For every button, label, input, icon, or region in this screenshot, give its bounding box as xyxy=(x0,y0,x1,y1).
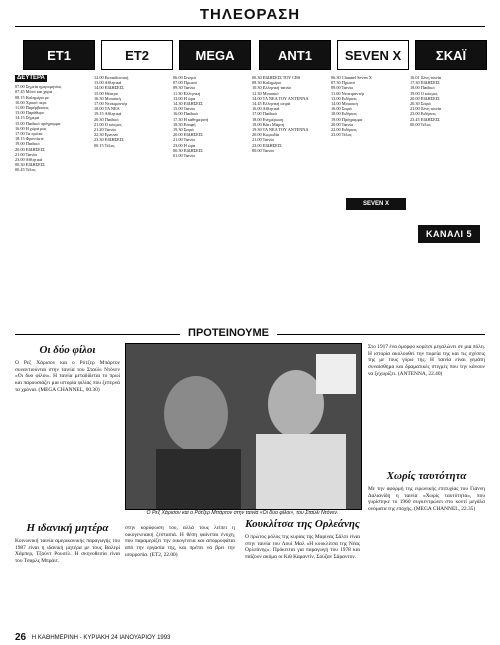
listing-line: 19.30 ΤΑ ΝΕΑ ΤΟΥ ΑΝΤΕΝΝΑ xyxy=(252,127,309,133)
listing-line: 16.00 Σειρά xyxy=(331,106,352,112)
listing-line: 07.30 Πρωινό xyxy=(331,80,356,86)
listing-line: 00.00 Ταινία xyxy=(252,147,274,153)
listing-line: 13.00 Παράθυρο xyxy=(15,110,44,116)
listing-line: 18.00 Ειδήσεις xyxy=(331,111,357,117)
article-body: Ο Ρεζ Χάρισον και ο Ρότζερ Μπάρτον συναντιούνται στην ταινία του Σταύλι Ντόνεν «Οι δυο φίλοι». Η ταινία μεταδίδεται το πρωί και παρουσιάζει μια ιστορία φιλίας που ξεπερνά τα χρόνια. (MEGA CHANNEL, 00.30) xyxy=(15,360,120,393)
listing-line: 13.00 Ειδήσεις xyxy=(331,95,357,101)
listing-line: 17.00 Τα πρώτα xyxy=(15,131,43,137)
listing-line: 09.00 Ταινία xyxy=(331,85,353,91)
listing-line: 14.00 ΕΙΔΗΣΕΙΣ xyxy=(94,85,124,91)
listing-line: 22.30 Ερευνα xyxy=(94,132,118,138)
listing-line: 21.00 Ταινία xyxy=(15,151,37,157)
headline-idaniki: Η ιδανική μητέρα xyxy=(26,522,109,534)
listing-line: 23.00 Αθλητικά xyxy=(15,157,43,163)
listing-line: 19.00 Πρόγραμμα xyxy=(331,116,363,122)
listing-line: 22.00 Ειδήσεις xyxy=(331,127,357,133)
listing-line: 19.30 Σειρά xyxy=(173,127,194,133)
listing-line: 17.30 Η καθημερινή xyxy=(173,116,209,122)
listing-line: 21.00 Ο κόσμος xyxy=(94,121,122,127)
article-body: Με την αφορμή της ειρωνικής επιτυχίας του Γιάννη Δαλιανίδη η ταινία «Χωρίς ταυτότητα», που γυρίστηκε το 1960 συγκεντρώνει στο κοντί μεγάλα ονόματα της εποχής. (MEGA CHANNEL, 22.35) xyxy=(368,486,485,513)
listing-line: 15.00 Ταινία xyxy=(173,106,195,112)
masthead-rule xyxy=(15,26,485,27)
listing-line: 16.00 Αθλητικά xyxy=(252,106,280,112)
listing-line: 20.00 ΕΙΔΗΣΕΙΣ xyxy=(173,132,203,138)
article-koukliza xyxy=(245,534,360,624)
listing-line: 06.30 ΕΙΔΗΣΕΙΣ ΤΟΥ CBS xyxy=(252,75,301,80)
listing-line: 18.30 Επαφή xyxy=(173,121,196,127)
listing-line: 23.45 ΕΙΔΗΣΕΙΣ xyxy=(410,116,440,122)
listing-line: 11.30 Ελληνική xyxy=(173,90,201,96)
listing-line: 20.00 Κωμωδία xyxy=(252,132,280,138)
listing-line: 08.30 Καλημέρα xyxy=(252,80,281,86)
article-body: Στο 1917 ένα όμορφο κορίτσι μεγαλώνει σε μια πόλη. Η ιστορία ακολουθεί την πορεία της και τις σχέσεις της με τους γύρω της. Η ταινία είναι γεμάτη συναίσθημα και δραματικές στιγμές που την κάνουν να ξεχωρίζει. (ANTENNA, 22.40) xyxy=(368,344,485,377)
listing-line: 23.00 ΕΙΔΗΣΕΙΣ xyxy=(252,142,282,148)
listing-line: 16.30 Μουσική xyxy=(94,95,121,101)
listing-line: 21.20 Ταινία xyxy=(94,127,116,133)
listing-line: 07.00 Σημεία ημερομηνίας xyxy=(15,84,62,90)
headline-koukliza: Κουκλίτσα της Ορλεάνης xyxy=(245,518,360,530)
seven-x-mini-logo: SEVEN X xyxy=(346,198,406,210)
listing-line: 16.01 Ξένη ταινία xyxy=(410,75,442,80)
listing-column xyxy=(15,75,83,323)
listing-line: 18.00 ΤΑ ΝΕΑ xyxy=(94,106,120,112)
article-body: Ο πρώτος ρόλος της κυρίας της Μαρίνας Σάλπι είναι στην ταινία του Λουί Μαλ «Η κουκλίτσα της Νέας Ορλεάνης». Πρόκειται για παραγωγή του 1978 και παίζουν ακόμα οι Κιθ Καραντίν, Σούζαν Σάραντον. xyxy=(245,534,360,561)
listing-line: 18.00 Ενημέρωση xyxy=(252,116,284,122)
listing-line: 00.00 Τέλος xyxy=(410,121,431,127)
listing-line: 20.00 ΕΙΔΗΣΕΙΣ xyxy=(15,146,45,152)
footer-text: Η ΚΑΘΗΜΕΡΙΝΗ - ΚΥΡΙΑΚΗ 24 ΙΑΝΟΥΑΡΙΟΥ 1993 xyxy=(31,635,171,642)
listing-line: 23.00 Ειδήσεις xyxy=(410,111,436,117)
article-body: στην κορύφωση του, αλλά τους λείπει η οικογενειακή ζεστασιά. Η θέση φαίνεται ένοχη, που παραμερίζει την οικογένεια και απορροφάται από την εργασία της, και πρέπει να βρει την ισορροπία. (ET2, 22.00) xyxy=(125,525,235,558)
page-number: 26 xyxy=(15,632,27,643)
logo-mega: MEGA xyxy=(179,40,251,70)
logo-ant1: ANT1 xyxy=(259,40,331,70)
article-body: Κοινωνική ταινία αμερικανικής παραγωγής του 1987 είναι η ιδανική μητέρα με τους Βαλερί Χάρπερ, Τζούντ Ρουσέλ. Η σκηνοθεσία είναι του Τσαρλς Μπράιτ. xyxy=(15,538,120,565)
listing-line: 10.00 Χρυσό περι. xyxy=(15,99,48,105)
listing-line: 20.30 Σειρά xyxy=(410,101,431,107)
tv-listings xyxy=(15,75,485,323)
article-idaniki xyxy=(15,538,120,623)
listing-line: 23.00 Η ώρα xyxy=(173,142,196,148)
listing-column xyxy=(94,75,162,323)
listing-line: 07.45 Μόνο και χαρά xyxy=(15,89,52,95)
listing-line: 00.30 ΕΙΔΗΣΕΙΣ xyxy=(173,147,203,153)
logo-seven-x: SEVEN X xyxy=(337,40,409,70)
channel-logos xyxy=(15,40,485,72)
photo-illustration xyxy=(126,344,361,509)
listing-line: 00.45 Τέλος xyxy=(15,167,36,173)
article-right-top xyxy=(368,344,485,464)
listing-line: 18.15 Φροντίστε xyxy=(15,136,44,142)
listing-line: 14.15 Σήμερα xyxy=(15,115,39,121)
masthead: ΤΗΛΕΟΡΑΣΗ xyxy=(199,6,301,23)
logo-skai: ΣΚΑΪ xyxy=(415,40,487,70)
listing-line: 14.30 ΕΙΔΗΣΕΙΣ xyxy=(173,101,203,107)
listing-line: 13.00 Αθλητικά xyxy=(94,80,122,86)
listing-line: 21.00 Ταινία xyxy=(173,137,195,143)
listing-line: 19.00 Παιδικό xyxy=(15,141,40,147)
listing-line: 21.00 Ξένη ταινία xyxy=(410,106,442,112)
listing-line: 15.00 Παιδικό πρόγραμμα xyxy=(15,120,61,126)
listing-line: 09.30 Ταινία xyxy=(173,85,195,91)
kanali-5-logo: ΚΑΝΑΛΙ 5 xyxy=(418,225,480,243)
listing-line: 12.00 Εκπαιδευτική xyxy=(94,75,129,80)
article-photo xyxy=(125,343,362,510)
listing-line: 19.00 Ο κόσμος xyxy=(410,90,438,96)
listing-line: 00.15 Τέλος xyxy=(94,142,115,148)
listing-line: 14.00 Μουσική xyxy=(331,101,358,107)
listing-line: 16.00 Παιδικά xyxy=(173,111,198,117)
logo-et2: ET2 xyxy=(101,40,173,70)
listing-line: 14.00 ΤΑ ΝΕΑ ΤΟΥ ΑΝΤΕΝΝΑ xyxy=(252,95,309,101)
listing-line: 08.15 Καλημέρα με xyxy=(15,94,49,100)
listing-line: 17.00 Παιδικά xyxy=(252,111,277,117)
footer xyxy=(15,632,485,643)
listing-line: 06.30 Channel Seven X xyxy=(331,75,372,80)
listing-line: 23.00 Τέλος xyxy=(331,132,352,138)
listing-line: 20.00 Ταινία xyxy=(331,121,353,127)
article-center-text xyxy=(125,525,235,625)
listing-line: 21.00 Ταινία xyxy=(252,137,274,143)
listing-line: 23.30 ΕΙΔΗΣΕΙΣ xyxy=(94,137,124,143)
listing-line: 17.00 Ντοκιμαντέρ xyxy=(94,101,128,107)
listing-line: 20.00 ΕΙΔΗΣΕΙΣ xyxy=(410,95,440,101)
listing-line: 11.00 Παρέμβασεις xyxy=(15,105,49,111)
listing-column xyxy=(173,75,241,323)
listing-line: 19.15 Αθλητικά xyxy=(94,111,122,117)
listing-line: 16.00 Η χώρα μας xyxy=(15,125,47,131)
listing-line: 19.00 Κάτι Μάρτη xyxy=(252,121,285,127)
section-title: ΠΡΟΤΕΙΝΟΥΜΕ xyxy=(180,327,277,339)
listing-line: 00.30 ΕΙΔΗΣΕΙΣ xyxy=(15,162,45,168)
listing-line: 20.30 Παιδικό xyxy=(94,116,119,122)
headline-dyo-filoi: Οι δύο φίλοι xyxy=(39,344,96,356)
listing-line: 17.30 ΕΙΔΗΣΕΙΣ xyxy=(410,80,440,86)
listing-line: 12.30 Μουσικό xyxy=(252,90,279,96)
article-xoris xyxy=(368,486,485,624)
photo-caption: Ο Ρεξ Χάρισον και ο Ρότζερ Μπάρτον στην ταινία «Οι δύο φίλοι», του Σταύλι Ντόνεν. xyxy=(146,510,339,516)
listing-column xyxy=(410,75,478,323)
day-label: ΔΕΥΤΕΡΑ xyxy=(17,75,45,81)
listing-line: 07.00 Πρωινό xyxy=(173,80,198,86)
logo-et1: ET1 xyxy=(23,40,95,70)
listing-line: 14.45 Ελληνική σειρά xyxy=(252,101,291,107)
listing-line: 13.00 Η ώρα xyxy=(173,95,196,101)
listing-column xyxy=(252,75,320,323)
listing-line: 18.00 Παιδικό xyxy=(410,85,435,91)
listing-line: 11.00 Ντοκιμαντέρ xyxy=(331,90,365,96)
headline-xoris: Χωρίς ταυτότητα xyxy=(386,470,467,482)
listing-line: 06.00 Σινεμά xyxy=(173,75,196,80)
listing-line: 15.00 Θέατρο xyxy=(94,90,118,96)
article-dyo-filoi xyxy=(15,360,120,515)
listing-line: 01.00 Ταινία xyxy=(173,153,195,159)
listing-line: 10.30 Ελληνική ταινία xyxy=(252,85,291,91)
